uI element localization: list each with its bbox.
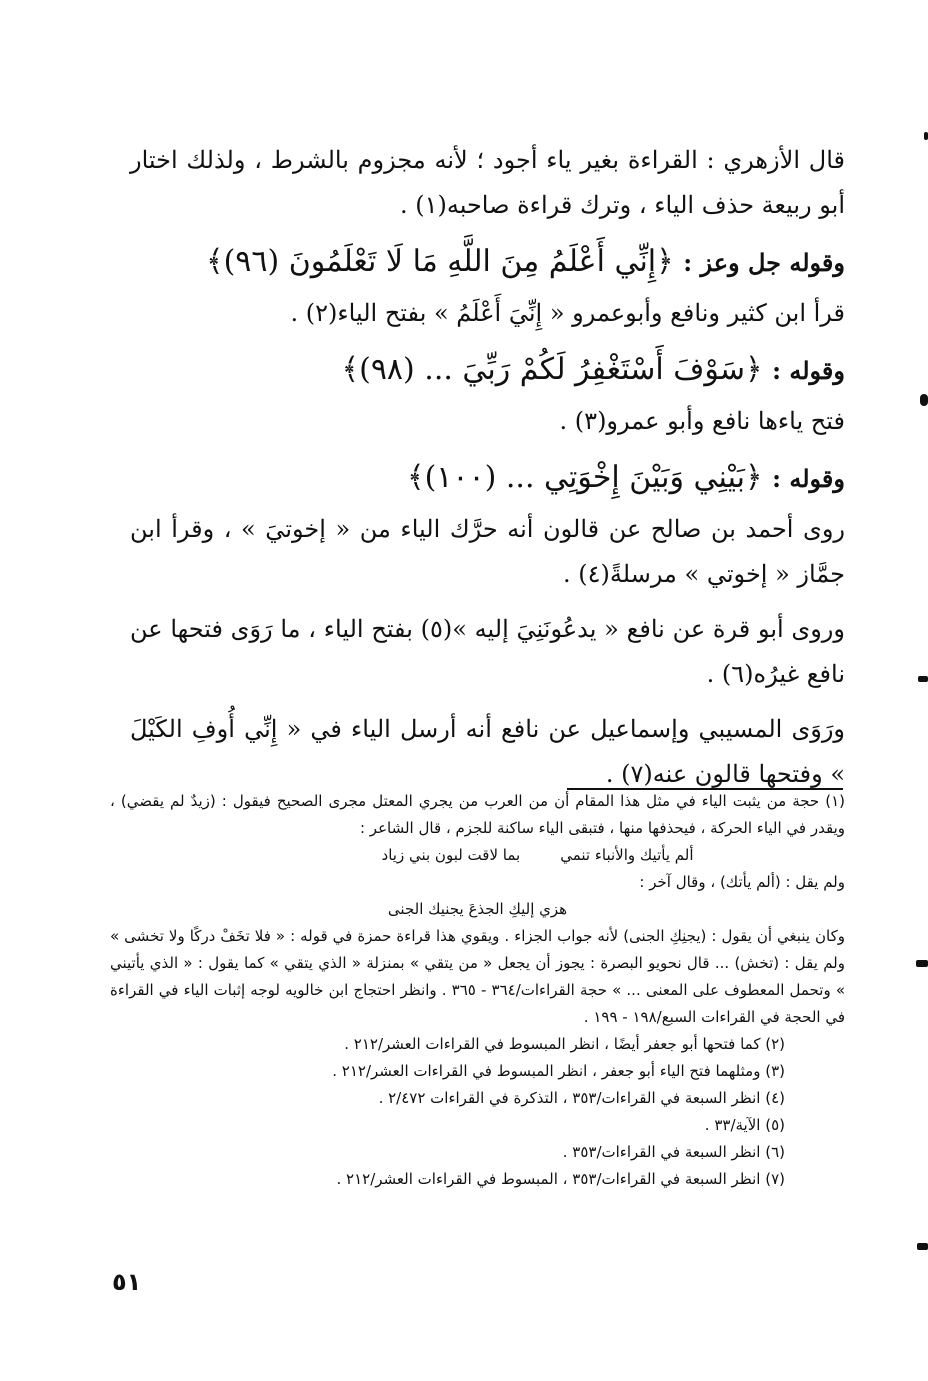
paragraph-reading-100: روى أحمد بن صالح عن قالون أنه حرَّك الياء من « إخوتيَ » ، وقرأ ابن جمَّاز « إخوتي » مرسلةً(٤) .: [130, 515, 845, 588]
paragraph-musayyibi: ورَوَى المسيبي وإسماعيل عن نافع أنه أرسل الياء في « إِنِّي أُوفِ الكَيْلَ » وفتحها قالون عنه(٧) .: [130, 715, 845, 788]
paragraph-reading-98: فتح ياءها نافع وأبو عمرو(٣) .: [559, 407, 845, 435]
scan-mark: [920, 394, 928, 406]
scan-mark: [924, 132, 928, 140]
verse-line-100: [130, 450, 845, 507]
scan-mark: [918, 676, 928, 682]
footnote-1-discussion: وكان ينبغي أن يقول : (يجنِكِ الجنى) لأنه جواب الجزاء . ويقوي هذا قراءة حمزة في قوله : « فلا تخَفْ دركًا ولا تخشى » ولم يقل : (تخش) ... قال نحويو البصرة : يجوز أن يجعل « من يتقي » بمنزلة « الذي يتقي » كما يقول : « الذي يأتيني » وتحمل المعطوف على المعنى ... » حجة القراءات/٣٦٤ - ٣٦٥ . وانظر احتجاج ابن خالويه لوجه إثبات الياء في القراءة في الحجة في القراءات السبع/١٩٨ - ١٩٩ .: [110, 927, 845, 1026]
poem-hemistich-second: بما لاقت لبون بني زياد: [381, 846, 521, 864]
page-number: ٥١: [112, 1268, 142, 1296]
footnote-3: (٣) ومثلهما فتح الياء أبو جعفر ، انظر المبسوط في القراءات العشر/٢١٢ .: [332, 1062, 785, 1080]
verse-intro: وقوله :: [772, 464, 845, 493]
verse-text: ﴿بَيْنِي وَبَيْنَ إِخْوَتِي ... (١٠٠)﴾: [406, 460, 763, 495]
paragraph-abu-qurra: وروى أبو قرة عن نافع « يدعُونَنِيَ إليه »(٥) بفتح الياء ، ما رَوَى فتحها عن نافع غيرُه(٦) .: [130, 615, 845, 688]
scan-mark: [917, 1243, 928, 1250]
footnote-6: (٦) انظر السبعة في القراءات/٣٥٣ .: [562, 1143, 785, 1161]
paragraph-azhari: قال الأزهري : القراءة بغير ياء أجود ؛ لأنه مجزوم بالشرط ، ولذلك اختار أبو ربيعة حذف الياء ، وترك قراءة صاحبه(١) .: [130, 146, 845, 219]
verse-line-96: [130, 234, 845, 291]
footnote-7: (٧) انظر السبعة في القراءات/٣٥٣ ، المبسوط في القراءات العشر/٢١٢ .: [336, 1170, 785, 1188]
verse-text: ﴿سَوْفَ أَسْتَغْفِرُ لَكُمْ رَبِّيَ ... (٩٨)﴾: [341, 352, 763, 387]
verse-text: ﴿إِنِّي أَعْلَمُ مِنَ اللَّهِ مَا لَا تَعْلَمُونَ (٩٦)﴾: [205, 244, 674, 279]
footnote-5: (٥) الآية/٣٣ .: [704, 1116, 785, 1134]
footnote-4: (٤) انظر السبعة في القراءات/٣٥٣ ، التذكرة في القراءات ٢/٤٧٢ .: [378, 1089, 785, 1107]
poem-hemistich-first: ألم يأتيك والأنباء تنمي: [560, 846, 694, 864]
footnote-2: (٢) كما فتحها أبو جعفر أيضًا ، انظر المبسوط في القراءات العشر/٢١٢ .: [344, 1035, 785, 1053]
scan-mark: [916, 960, 928, 967]
main-text: [130, 138, 845, 803]
footnote-1: (١) حجة من يثبت الياء في مثل هذا المقام أن من العرب من يجري المعتل مجرى الصحيح فيقول : (زيدٌ لم يقضي) ، ويقدر في الياء الحركة ، فيحذفها منها ، فتبقى الياء ساكنة للجزم ، قال الشاعر :: [110, 792, 845, 837]
verse-line-98: [130, 342, 845, 399]
verse-intro: وقوله :: [772, 356, 845, 385]
footnote-poem-line-2: هزي إليكِ الجذعَ يجنيك الجنى: [387, 900, 568, 918]
paragraph-reading-96: قرأ ابن كثير ونافع وأبوعمرو « إِنِّيَ أَعْلَمُ » بفتح الياء(٢) .: [290, 299, 845, 327]
footnote-1-continued: ولم يقل : (ألم يأتك) ، وقال آخر :: [639, 873, 845, 891]
verse-intro: وقوله جل وعز :: [683, 248, 845, 277]
footnotes: [110, 788, 845, 1193]
footnote-poem-line: [110, 842, 845, 869]
